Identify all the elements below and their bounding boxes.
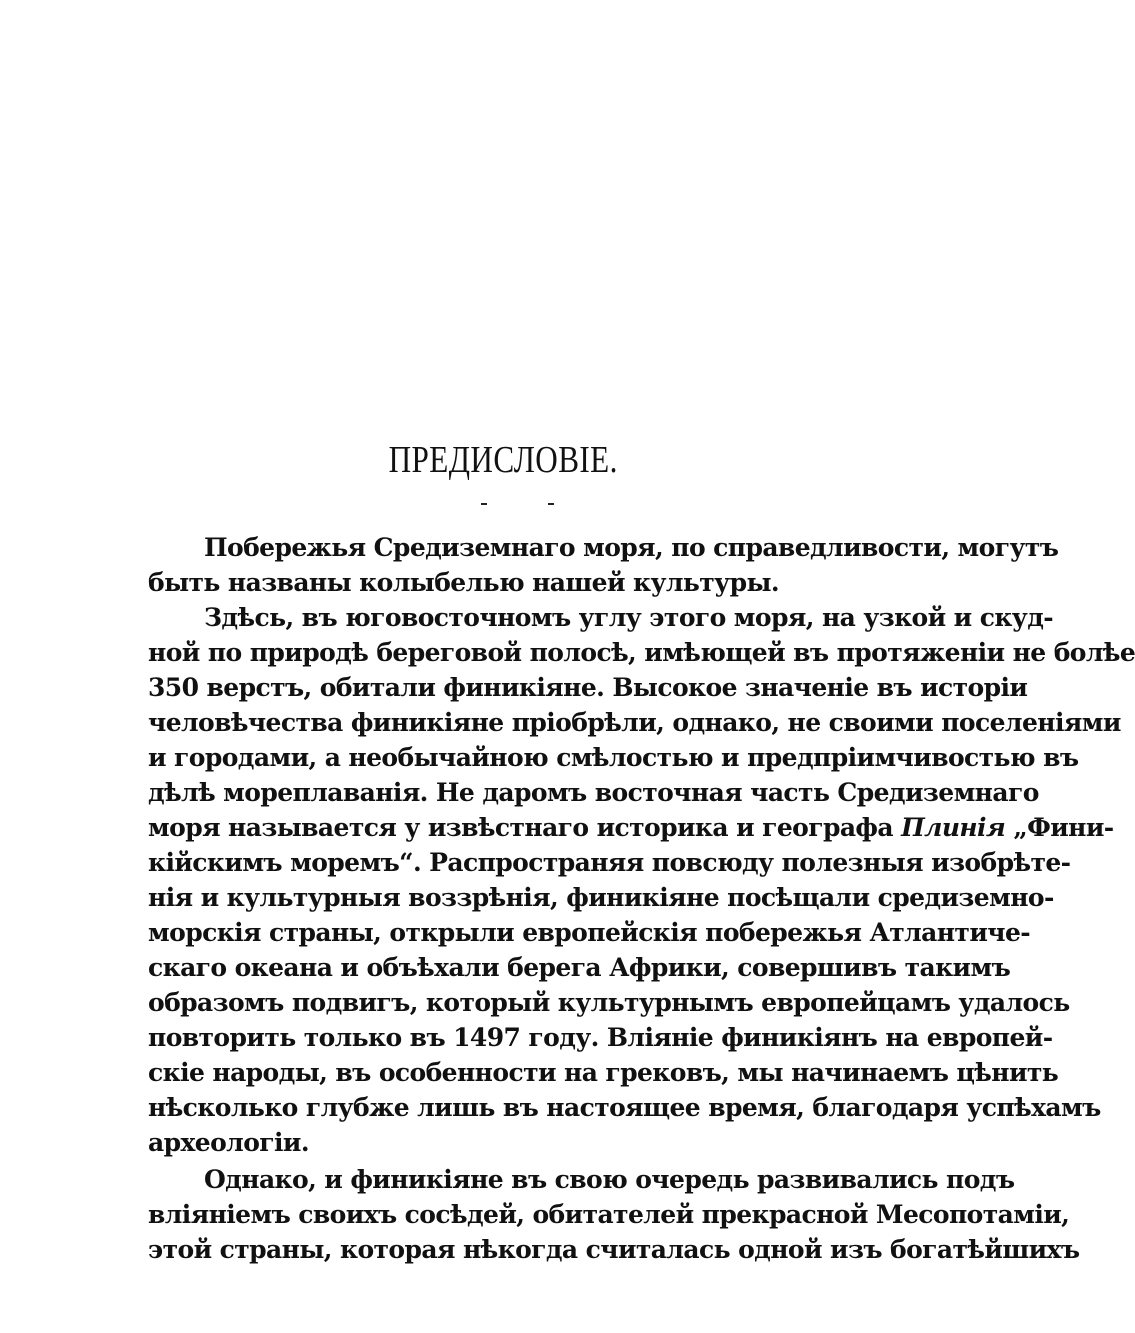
text-line: Здѣсь, въ юговосточномъ углу этого моря, на узкой и скуд- — [204, 603, 1054, 632]
text-line: ной по природѣ береговой полосѣ, имѣющей въ протяженіи не болѣе — [148, 638, 1135, 667]
body-text — [148, 530, 1135, 1267]
text-line: нія и культурныя воззрѣнія, финикіяне посѣщали средиземно- — [148, 883, 1054, 912]
text-line: нѣсколько глубже лишь въ настоящее время, благодаря успѣхамъ — [148, 1093, 1101, 1122]
text-line: скаго океана и объѣхали берега Африки, совершивъ такимъ — [148, 953, 1011, 982]
text-line: Побережья Средиземнаго моря, по справедливости, могутъ — [204, 533, 1059, 562]
italic-name: Плинія — [901, 813, 1006, 842]
text-line: быть названы колыбелью нашей культуры. — [148, 568, 780, 597]
title-ornament-right — [548, 503, 554, 505]
text-line: 350 верстъ, обитали финикіяне. Высокое значеніе въ исторіи — [148, 673, 1028, 702]
text-line: вліяніемъ своихъ сосѣдей, обитателей прекрасной Месопотаміи, — [148, 1200, 1070, 1229]
page-title: ПРЕДИСЛОВІЕ. — [388, 439, 618, 481]
text-line: кійскимъ моремъ“. Распространяя повсюду полезныя изобрѣте- — [148, 848, 1071, 877]
text-line: моря называется у извѣстнаго историка и географа Плинія „Фини- — [148, 813, 1114, 842]
text-line: скіе народы, въ особенности на грековъ, мы начинаемъ цѣнить — [148, 1058, 1059, 1087]
text-line: Однако, и финикіяне въ свою очередь развивались подъ — [204, 1165, 1015, 1194]
text-line: повторить только въ 1497 году. Вліяніе финикіянъ на европей- — [148, 1023, 1053, 1052]
text-line: морскія страны, открыли европейскія побережья Атлантиче- — [148, 918, 1031, 947]
text-line: археологіи. — [148, 1128, 309, 1157]
text-line: и городами, а необычайною смѣлостью и предпріимчивостью въ — [148, 743, 1079, 772]
text-line: образомъ подвигъ, который культурнымъ европейцамъ удалось — [148, 988, 1070, 1017]
text-line: этой страны, которая нѣкогда считалась одной изъ богатѣйшихъ — [148, 1235, 1080, 1264]
title-ornament-left — [481, 503, 487, 505]
text-line: человѣчества финикіяне пріобрѣли, однако, не своими поселеніями — [148, 708, 1121, 737]
text-line: дѣлѣ мореплаванія. Не даромъ восточная часть Средиземнаго — [148, 778, 1039, 807]
